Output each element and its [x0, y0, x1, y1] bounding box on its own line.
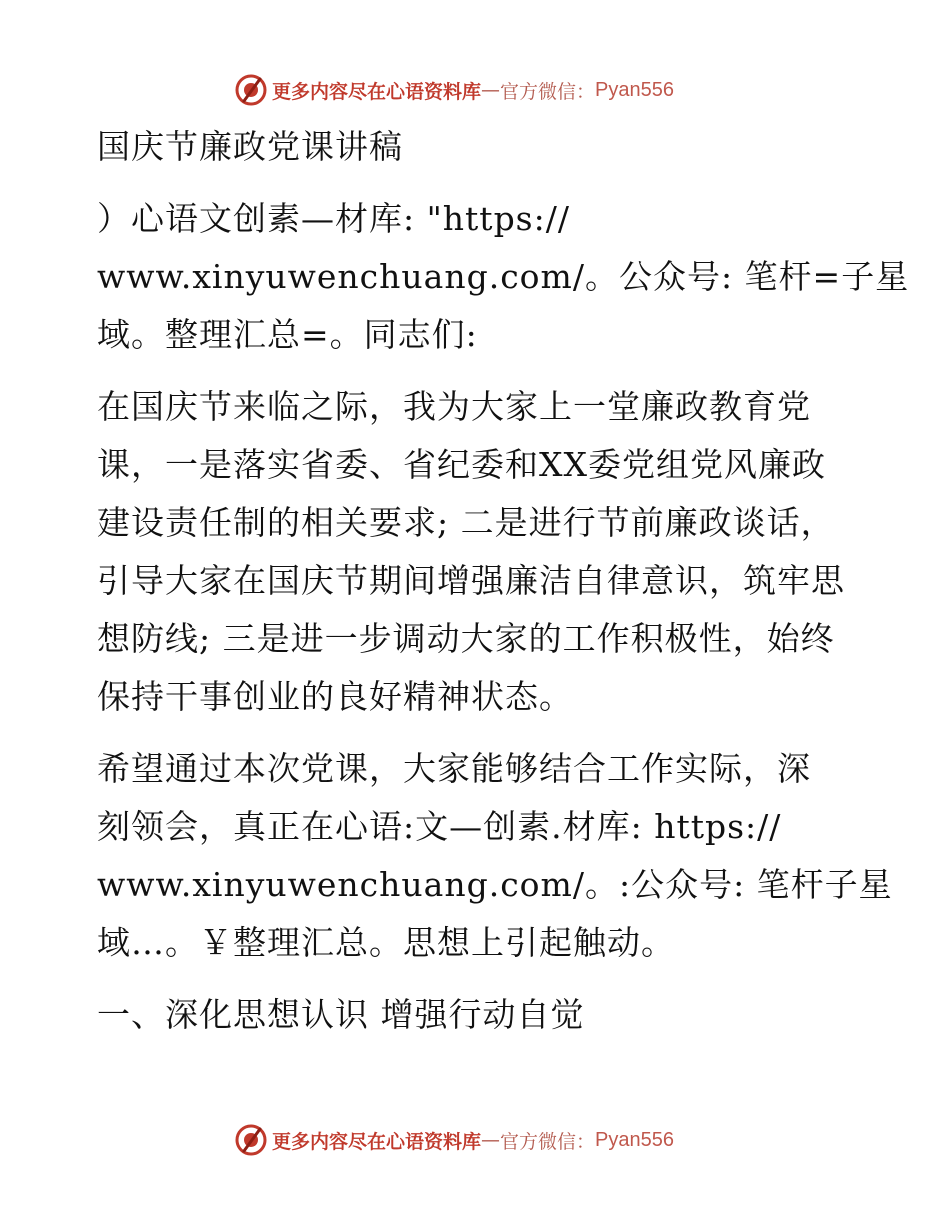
paragraph-1: [97, 190, 910, 364]
paragraph-3: [97, 740, 893, 972]
pen-seal-icon: [234, 1123, 268, 1157]
pen-seal-icon: [234, 73, 268, 107]
watermark-separator: —: [481, 1129, 501, 1151]
watermark-wechat-id: Pyan556: [595, 1128, 674, 1151]
text-line: 域。整理汇总=。同志们:: [97, 315, 478, 354]
text-line: 建设责任制的相关要求; 二是进行节前廉政谈话，: [97, 503, 835, 542]
document-title: 国庆节廉政党课讲稿: [97, 127, 403, 166]
text-line: www.xinyuwenchuang.com/。:公众号: 笔杆子星: [97, 865, 893, 904]
watermark-official-label: 官方微信：: [500, 1130, 596, 1153]
text-line: 希望通过本次党课，大家能够结合工作实际，深: [97, 749, 811, 788]
document-body: [97, 118, 910, 1044]
text-line: 域…。￥整理汇总。思想上引起触动。: [97, 923, 675, 962]
section-heading: 一、深化思想认识 增强行动自觉: [97, 995, 585, 1034]
paragraph-2: [97, 378, 867, 726]
watermark-text: 更多内容尽在心语资料库: [272, 1130, 482, 1153]
text-line: ）心语文创素—材库: "https://: [97, 199, 570, 238]
footer-watermark: [234, 1122, 674, 1158]
text-line: www.xinyuwenchuang.com/。公众号: 笔杆=子星: [97, 257, 910, 296]
watermark-separator: —: [481, 79, 501, 101]
text-line: 刻领会，真正在心语:文—创素.材库: https://: [97, 807, 782, 846]
watermark-wechat-id: Pyan556: [595, 78, 674, 101]
text-line: 保持干事创业的良好精神状态。: [97, 677, 573, 716]
watermark-official-label: 官方微信：: [500, 80, 596, 103]
text-line: 在国庆节来临之际，我为大家上一堂廉政教育党: [97, 387, 811, 426]
text-line: 想防线; 三是进一步调动大家的工作积极性，始终: [97, 619, 835, 658]
text-line: 引导大家在国庆节期间增强廉洁自律意识，筑牢思: [97, 561, 845, 600]
watermark-text: 更多内容尽在心语资料库: [272, 80, 482, 103]
text-line: 课，一是落实省委、省纪委和XX委党组党风廉政: [97, 445, 826, 484]
header-watermark: [234, 72, 674, 108]
